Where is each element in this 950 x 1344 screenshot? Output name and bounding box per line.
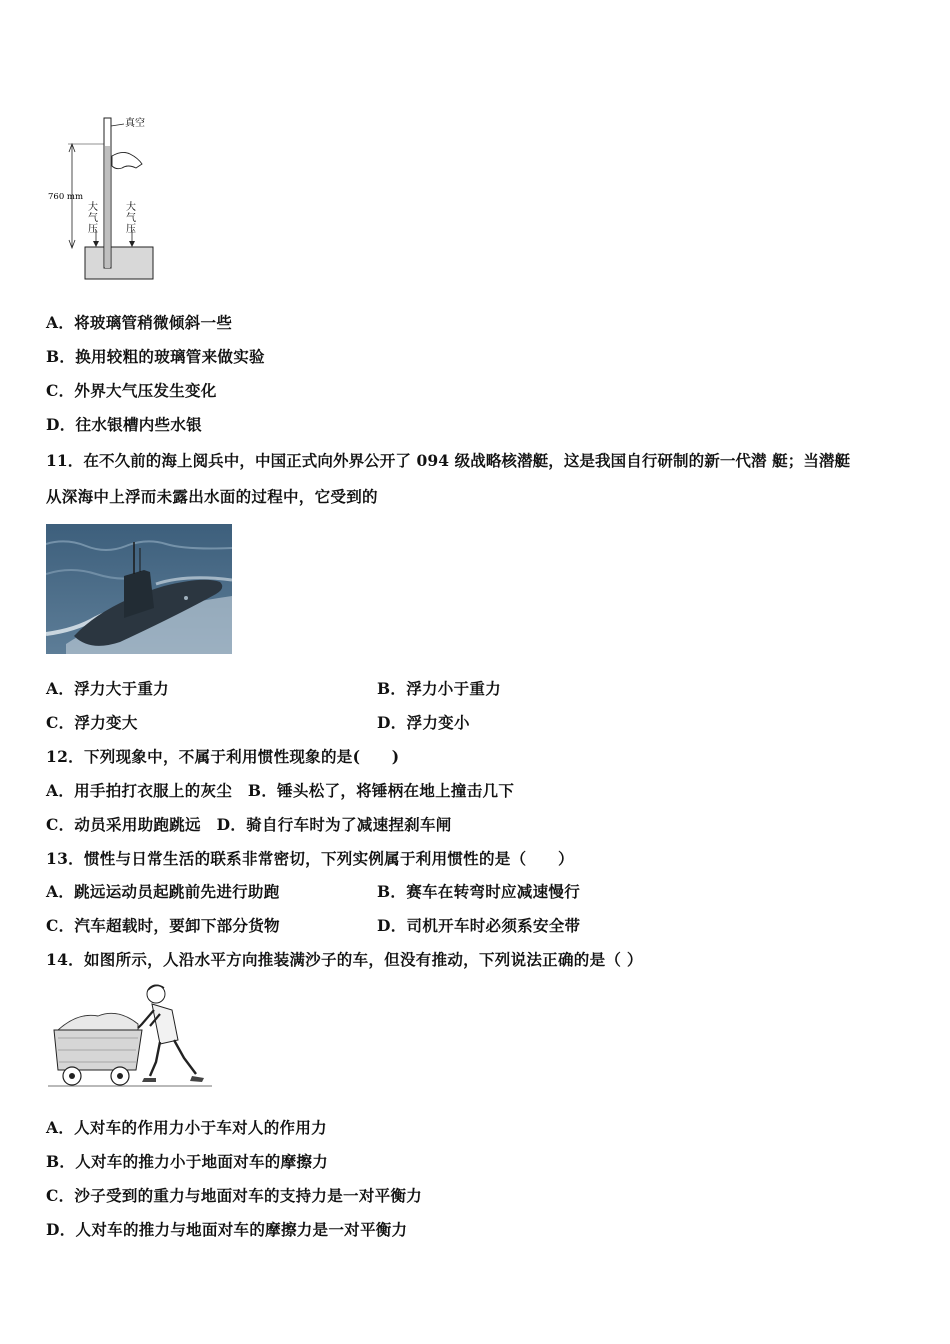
- height-label: 760 mm: [48, 192, 84, 202]
- q10-option-c: C．外界大气压发生变化: [46, 381, 217, 400]
- q11-option-d: D．浮力变小: [377, 713, 470, 732]
- q14-stem: 14．如图所示，人沿水平方向推装满沙子的车，但没有推动，下列说法正确的是（ ）: [46, 950, 643, 969]
- submarine-photo: [46, 524, 232, 654]
- q10-option-a: A．将玻璃管稍微倾斜一些: [46, 313, 233, 332]
- atm-right-1: 大: [126, 202, 136, 213]
- q11-stem-line2: 从深海中上浮而未露出水面的过程中，它受到的: [46, 487, 378, 506]
- person-body: [152, 1004, 178, 1044]
- q10-option-b: B．换用较粗的玻璃管来做实验: [46, 347, 265, 366]
- q12-stem: 12．下列现象中，不属于利用惯性现象的是( ): [46, 747, 400, 766]
- q13-stem: 13．惯性与日常生活的联系非常密切，下列实例属于利用惯性的是（ ）: [46, 849, 574, 868]
- q13-option-a: A．跳远运动员起跳前先进行助跑: [46, 882, 280, 901]
- sand-pile: [58, 1013, 138, 1030]
- q10-option-d: D．往水银槽内些水银: [46, 415, 202, 434]
- q13-option-b: B．赛车在转弯时应减速慢行: [377, 882, 581, 901]
- cart-push-figure: [48, 980, 212, 1090]
- q13-option-d: D．司机开车时必须系安全带: [377, 916, 581, 935]
- person-leg-front: [150, 1042, 160, 1076]
- atm-left-2: 气: [88, 213, 98, 224]
- q11-option-a: A．浮力大于重力: [46, 679, 169, 698]
- q11-option-b: B．浮力小于重力: [377, 679, 502, 698]
- person-leg-back: [174, 1040, 196, 1074]
- mercury-column: [105, 146, 110, 268]
- atm-left-1: 大: [88, 202, 98, 213]
- vacuum-label: 真空: [125, 118, 145, 129]
- atm-right-3: 压: [126, 224, 136, 235]
- submarine-image: [46, 524, 232, 654]
- q14-option-c: C．沙子受到的重力与地面对车的支持力是一对平衡力: [46, 1186, 423, 1205]
- torricelli-diagram: [48, 112, 158, 287]
- atm-right-2: 气: [126, 213, 136, 224]
- cart-push-diagram: [48, 980, 212, 1090]
- hand-icon: [112, 152, 142, 168]
- q13-option-c: C．汽车超载时，要卸下部分货物: [46, 916, 280, 935]
- q14-option-a: A．人对车的作用力小于车对人的作用力: [46, 1118, 327, 1137]
- q12-options-row2: C．动员采用助跑跳远 D．骑自行车时为了减速捏刹车闸: [46, 815, 452, 834]
- atm-left-3: 压: [88, 224, 98, 235]
- q14-option-b: B．人对车的推力小于地面对车的摩擦力: [46, 1152, 329, 1171]
- q11-stem-line1: 11．在不久前的海上阅兵中，中国正式向外界公开了 094 级战略核潜艇，这是我国自行研制的新一代潜 艇；当潜艇: [46, 451, 851, 470]
- q12-options-row1: A．用手拍打衣服上的灰尘 B．锤头松了，将锤柄在地上撞击几下: [46, 781, 515, 800]
- q11-option-c: C．浮力变大: [46, 713, 138, 732]
- mercury-basin: [85, 247, 153, 279]
- q14-option-d: D．人对车的推力与地面对车的摩擦力是一对平衡力: [46, 1220, 408, 1239]
- torricelli-figure: [48, 112, 158, 287]
